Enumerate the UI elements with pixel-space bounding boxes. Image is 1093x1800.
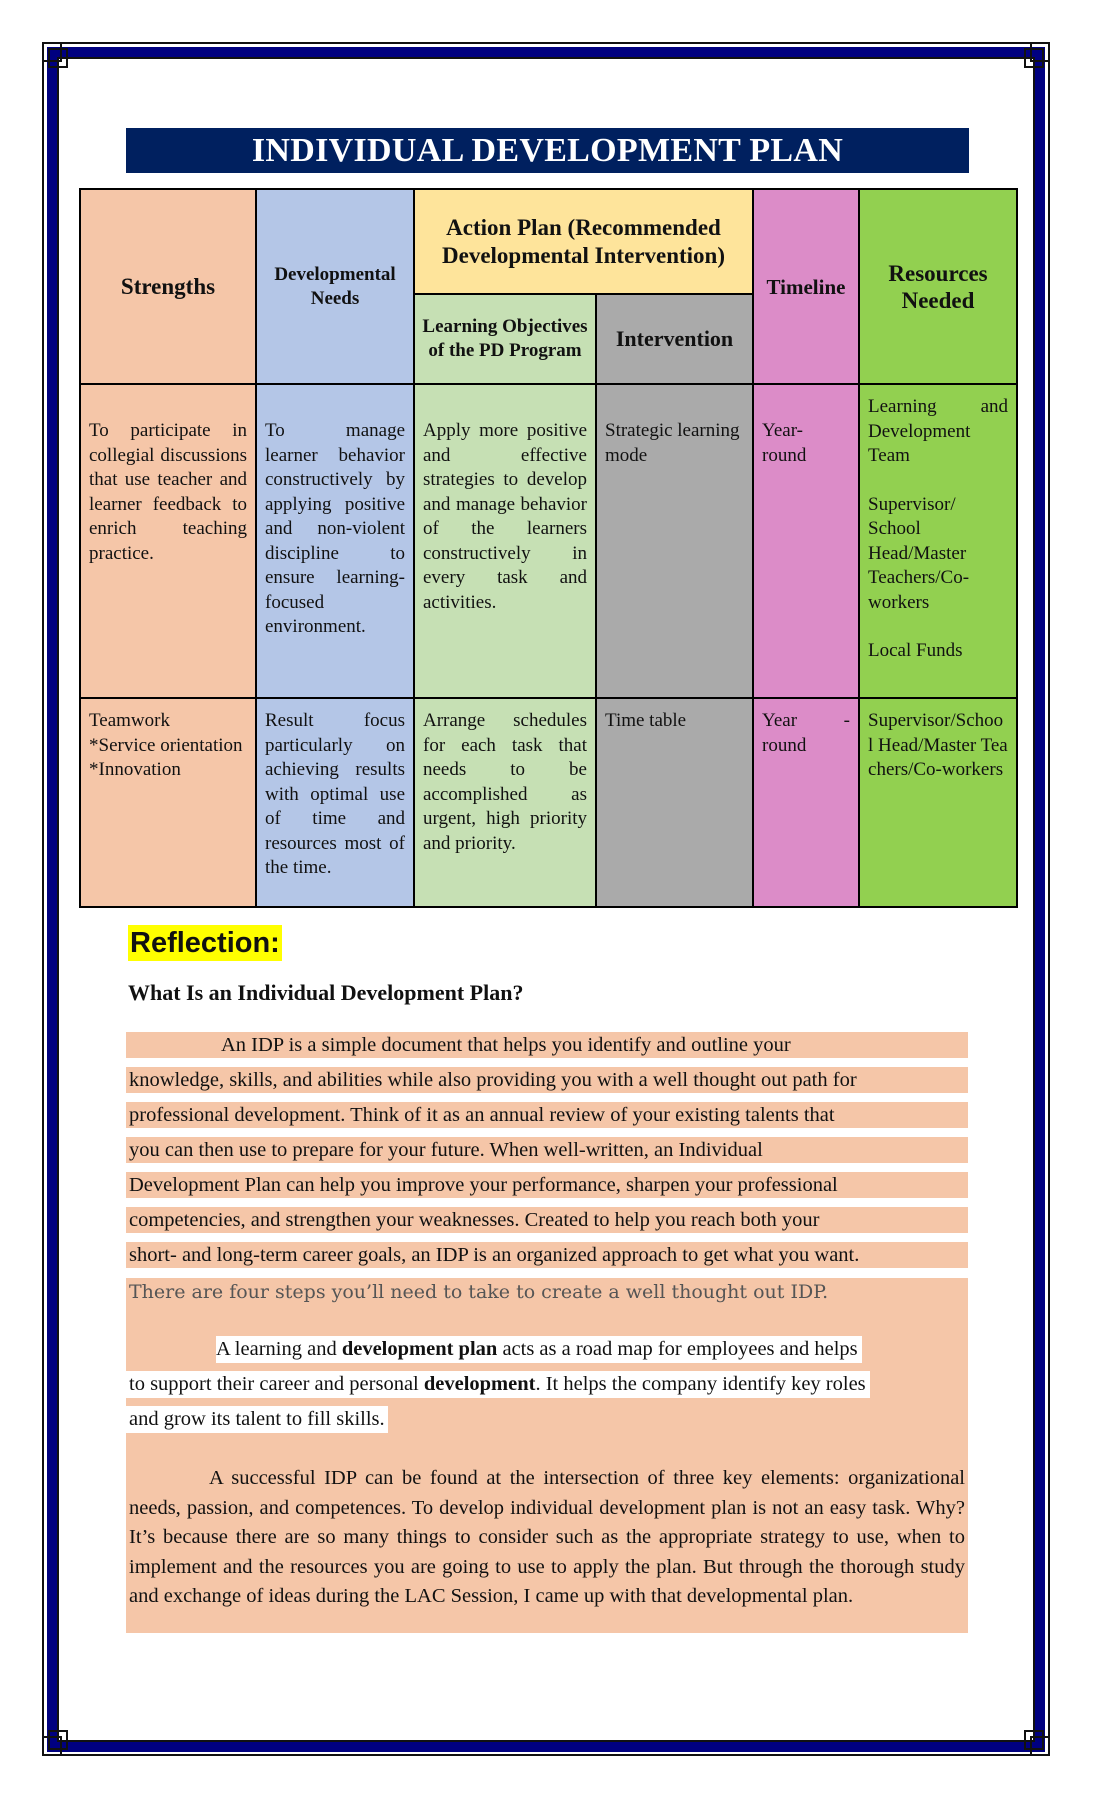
text-run-bold: development (423, 1373, 536, 1395)
table-header-row (80, 189, 1017, 294)
paragraph1-line: short- and long-term career goals, an IDP is an organized approach to get what you want. (126, 1242, 968, 1268)
cell-text: Result focus particularly on achieving results with optimal use of time and resources most of the time. (265, 710, 405, 878)
cell-timeline (753, 384, 859, 698)
header-action-plan: Action Plan (Recommended Developmental Intervention) (414, 189, 753, 294)
frame-corner-ornament (1024, 1730, 1044, 1750)
header-intervention: Intervention (596, 294, 753, 384)
paragraph1-line: you can then use to prepare for your future. When well-written, an Individual (126, 1137, 968, 1163)
cell-text: Apply more positive and effective strategies to develop and manage behavior of the learners constructively in every task and activities. (423, 420, 587, 613)
cell-text: Time table (605, 710, 687, 731)
strength-item: Teamwork (89, 710, 170, 731)
paragraph3 (129, 1464, 965, 1612)
paragraph1-line: competencies, and strengthen your weaknesses. Created to help you reach both your (126, 1207, 968, 1233)
header-developmental-needs: Developmental Needs (256, 189, 414, 384)
text-run-bold: development plan (341, 1338, 498, 1360)
paragraph1-line: An IDP is a simple document that helps you identify and outline your (126, 1032, 968, 1058)
paragraph1-line: Development Plan can help you improve your performance, sharpen your professional (126, 1172, 968, 1198)
paragraph2-line (126, 1371, 870, 1398)
cell-learning-objectives (414, 384, 596, 698)
text-run: . It helps the company identify key roles (535, 1373, 866, 1395)
resource-item: Local Funds (868, 640, 963, 661)
header-resources-needed: Resources Needed (859, 189, 1017, 384)
reflection-heading: What Is an Individual Development Plan? (128, 980, 524, 1005)
cell-strengths (80, 384, 256, 698)
cell-text: Year-round (762, 420, 807, 466)
resource-item: Supervisor/ School Head/Master Teachers/Co-workers (868, 493, 970, 613)
paragraph3-text: A successful IDP can be found at the intersection of three key elements: organizational needs, passion, and competences. To develop individual development plan is not an easy task. Why? It’s because there are so many things to consider such as the appropriate strategy to use, when to implement and the resources you are going to use to apply the plan. But through the thorough study and exchange of ideas during the LAC Session, I came up with that developmental plan. (129, 1467, 965, 1607)
cell-resources (859, 698, 1017, 907)
cell-learning-objectives (414, 698, 596, 907)
cell-developmental-needs (256, 698, 414, 907)
cell-intervention (596, 698, 753, 907)
cell-text: Strategic learning mode (605, 420, 740, 466)
resource-item: Learning and Development Team (868, 396, 1009, 466)
frame-corner-ornament (48, 48, 68, 68)
page-title: INDIVIDUAL DEVELOPMENT PLAN (126, 128, 969, 173)
header-learning-objectives: Learning Objectives of the PD Program (414, 294, 596, 384)
cell-text: To manage learner behavior constructively by applying positive and non-violent discipline to ensure learning-focused environment. (265, 420, 405, 637)
text-run: A learning and (216, 1338, 342, 1360)
cell-text: To participate in collegial discussions that use teacher and learner feedback to enrich teaching practice. (89, 420, 247, 564)
cell-resources (859, 384, 1017, 698)
strength-item: *Service orientation (89, 734, 243, 756)
frame-corner-ornament (48, 1730, 68, 1750)
cell-timeline (753, 698, 859, 907)
resource-item: Supervisor/School Head/Master Teachers/Co-workers (868, 710, 1008, 780)
cell-developmental-needs (256, 384, 414, 698)
frame-corner-ornament (1024, 48, 1044, 68)
paragraph2-line: and grow its talent to fill skills. (126, 1406, 388, 1433)
strength-item: *Innovation (89, 759, 181, 780)
cell-strengths (80, 698, 256, 907)
cell-text: Arrange schedules for each task that needs to be accomplished as urgent, high priority and priority. (423, 710, 587, 854)
header-timeline: Timeline (753, 189, 859, 384)
header-strengths: Strengths (80, 189, 256, 384)
text-run: to support their career and personal (129, 1373, 424, 1395)
table-row (80, 698, 1017, 907)
four-steps-line: There are four steps you’ll need to take to create a well thought out IDP. (129, 1281, 829, 1303)
reflection-label: Reflection: (130, 927, 280, 959)
text-run: acts as a road map for employees and helps (497, 1338, 858, 1360)
cell-text: Year - round (762, 710, 851, 756)
paragraph2-line (216, 1336, 862, 1363)
table-row (80, 384, 1017, 698)
idp-table (79, 188, 1018, 908)
paragraph1-line: professional development. Think of it as an annual review of your existing talents that (126, 1102, 968, 1128)
cell-intervention (596, 384, 753, 698)
paragraph1-line: knowledge, skills, and abilities while also providing you with a well thought out path for (126, 1067, 968, 1093)
